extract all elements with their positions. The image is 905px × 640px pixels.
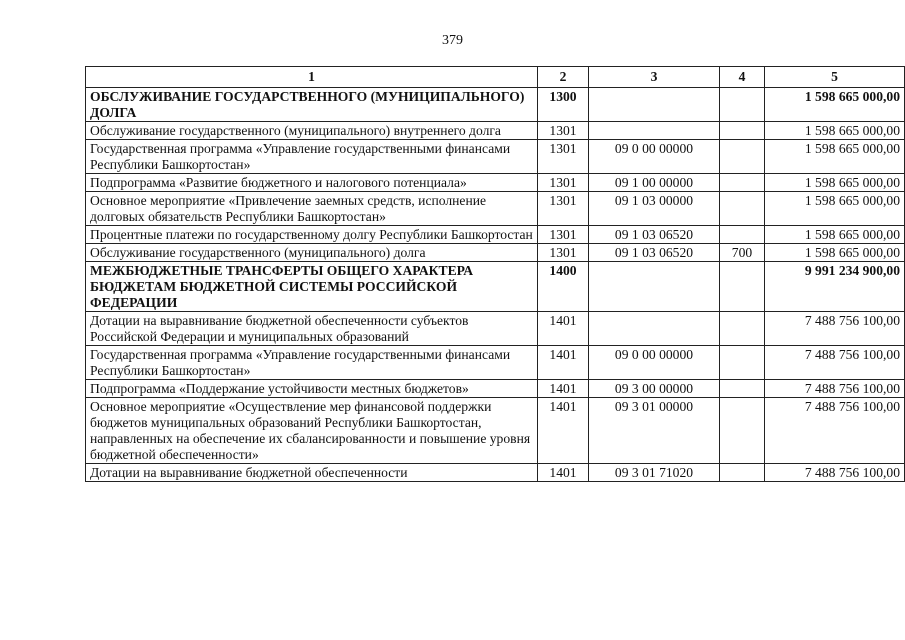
cell-program-code: 09 1 03 06520: [589, 226, 720, 244]
header-col-2: 2: [538, 67, 589, 88]
cell-expense-type: [720, 88, 765, 122]
table-body: [86, 88, 905, 482]
cell-amount: 1 598 665 000,00: [765, 226, 905, 244]
cell-section-code: 1400: [538, 262, 589, 312]
cell-name: Дотации на выравнивание бюджетной обеспеченности субъектов Российской Федерации и муниципальных образований: [86, 312, 538, 346]
table-row: [86, 122, 905, 140]
cell-section-code: 1300: [538, 88, 589, 122]
table-row: [86, 346, 905, 380]
cell-program-code: 09 3 00 00000: [589, 380, 720, 398]
cell-program-code: 09 1 00 00000: [589, 174, 720, 192]
budget-table: [85, 66, 905, 482]
cell-name: Обслуживание государственного (муниципального) внутреннего долга: [86, 122, 538, 140]
cell-amount: 1 598 665 000,00: [765, 174, 905, 192]
cell-amount: 9 991 234 900,00: [765, 262, 905, 312]
cell-program-code: 09 3 01 00000: [589, 398, 720, 464]
table-row: [86, 174, 905, 192]
cell-section-code: 1401: [538, 464, 589, 482]
cell-name: МЕЖБЮДЖЕТНЫЕ ТРАНСФЕРТЫ ОБЩЕГО ХАРАКТЕРА БЮДЖЕТАМ БЮДЖЕТНОЙ СИСТЕМЫ РОССИЙСКОЙ ФЕДЕРАЦИИ: [86, 262, 538, 312]
table-row: [86, 244, 905, 262]
table-row: [86, 262, 905, 312]
cell-expense-type: [720, 122, 765, 140]
header-col-1: 1: [86, 67, 538, 88]
cell-expense-type: [720, 140, 765, 174]
cell-expense-type: [720, 262, 765, 312]
cell-section-code: 1401: [538, 346, 589, 380]
cell-program-code: [589, 312, 720, 346]
header-col-5: 5: [765, 67, 905, 88]
cell-expense-type: [720, 380, 765, 398]
cell-expense-type: [720, 226, 765, 244]
cell-name: Основное мероприятие «Осуществление мер финансовой поддержки бюджетов муниципальных образований Республики Башкортостан, направленных на обеспечение их сбалансированности и повышение уровня бюджетной обеспеченности»: [86, 398, 538, 464]
table-row: [86, 140, 905, 174]
cell-section-code: 1301: [538, 192, 589, 226]
cell-section-code: 1301: [538, 226, 589, 244]
cell-section-code: 1401: [538, 398, 589, 464]
header-col-4: 4: [720, 67, 765, 88]
table-row: [86, 312, 905, 346]
cell-amount: 7 488 756 100,00: [765, 398, 905, 464]
cell-program-code: [589, 88, 720, 122]
cell-expense-type: [720, 464, 765, 482]
cell-name: Обслуживание государственного (муниципального) долга: [86, 244, 538, 262]
cell-amount: 7 488 756 100,00: [765, 312, 905, 346]
cell-expense-type: [720, 398, 765, 464]
cell-section-code: 1301: [538, 174, 589, 192]
cell-name: Основное мероприятие «Привлечение заемных средств, исполнение долговых обязательств Республики Башкортостан»: [86, 192, 538, 226]
cell-amount: 7 488 756 100,00: [765, 464, 905, 482]
cell-name: Государственная программа «Управление государственными финансами Республики Башкортостан»: [86, 346, 538, 380]
cell-program-code: 09 1 03 06520: [589, 244, 720, 262]
table-row: [86, 380, 905, 398]
cell-expense-type: [720, 346, 765, 380]
cell-amount: 1 598 665 000,00: [765, 140, 905, 174]
cell-name: Процентные платежи по государственному долгу Республики Башкортостан: [86, 226, 538, 244]
cell-amount: 7 488 756 100,00: [765, 346, 905, 380]
cell-program-code: 09 3 01 71020: [589, 464, 720, 482]
cell-amount: 1 598 665 000,00: [765, 192, 905, 226]
cell-name: Подпрограмма «Поддержание устойчивости местных бюджетов»: [86, 380, 538, 398]
cell-program-code: 09 0 00 00000: [589, 346, 720, 380]
cell-amount: 1 598 665 000,00: [765, 244, 905, 262]
cell-section-code: 1301: [538, 140, 589, 174]
cell-program-code: [589, 122, 720, 140]
cell-expense-type: 700: [720, 244, 765, 262]
cell-section-code: 1401: [538, 312, 589, 346]
table-row: [86, 398, 905, 464]
cell-expense-type: [720, 192, 765, 226]
page-number: 379: [442, 33, 463, 48]
cell-name: Подпрограмма «Развитие бюджетного и налогового потенциала»: [86, 174, 538, 192]
table-row: [86, 88, 905, 122]
cell-amount: 1 598 665 000,00: [765, 88, 905, 122]
cell-section-code: 1301: [538, 122, 589, 140]
cell-section-code: 1401: [538, 380, 589, 398]
cell-section-code: 1301: [538, 244, 589, 262]
table-row: [86, 226, 905, 244]
cell-program-code: 09 1 03 00000: [589, 192, 720, 226]
table-row: [86, 192, 905, 226]
cell-name: Дотации на выравнивание бюджетной обеспеченности: [86, 464, 538, 482]
cell-amount: 1 598 665 000,00: [765, 122, 905, 140]
cell-name: ОБСЛУЖИВАНИЕ ГОСУДАРСТВЕННОГО (МУНИЦИПАЛЬНОГО) ДОЛГА: [86, 88, 538, 122]
cell-name: Государственная программа «Управление государственными финансами Республики Башкортостан»: [86, 140, 538, 174]
table-header-row: [86, 67, 905, 88]
cell-program-code: 09 0 00 00000: [589, 140, 720, 174]
cell-expense-type: [720, 312, 765, 346]
cell-amount: 7 488 756 100,00: [765, 380, 905, 398]
table-row: [86, 464, 905, 482]
header-col-3: 3: [589, 67, 720, 88]
cell-expense-type: [720, 174, 765, 192]
cell-program-code: [589, 262, 720, 312]
